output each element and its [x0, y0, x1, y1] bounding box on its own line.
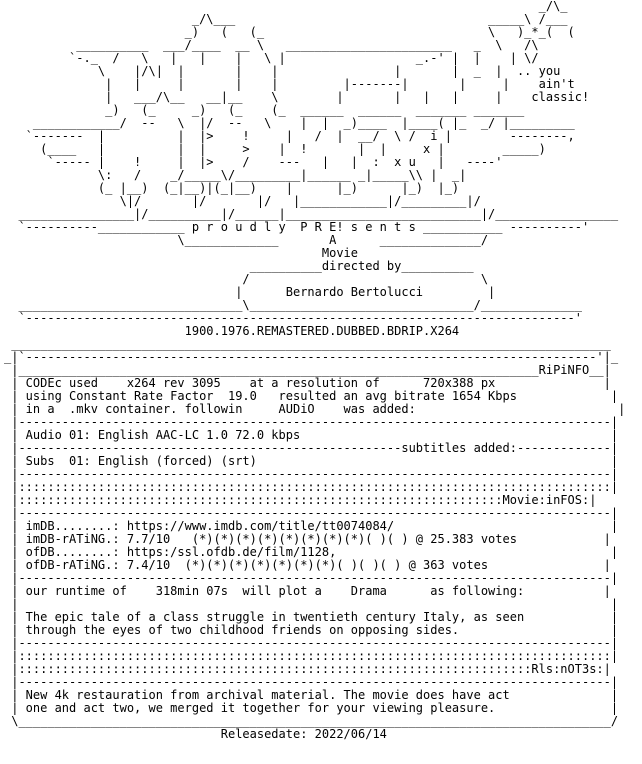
nfo-line: |----------------------------------------------------------------------------------| [4, 415, 619, 429]
nfo-line: |:::::::::::::::::::::::::::::::::::::::::::::::::::::::::::::::::::Movie:inFOS:| [4, 493, 597, 507]
nfo-line: | The epic tale of a class struggle in twentieth century Italy, as seen | [4, 610, 619, 624]
nfo-line: `----------------------------------------------------------------------------' [4, 311, 582, 325]
nfo-line: `-._ / \ | | | \ | _.-' | | | \/ [4, 51, 554, 65]
nfo-line: |----------------------------------------------------------------------------------| [4, 571, 619, 585]
nfo-line: | Audio 01: English AAC-LC 1.0 72.0 kbps | [4, 428, 619, 442]
nfo-line: |:::::::::::::::::::::::::::::::::::::::::::::::::::::::::::::::::::::::Rls:nOT3s:| [4, 662, 611, 676]
nfo-line: __________ ___/____ __ \ _______________________ _ \ /\ [4, 38, 546, 52]
nfo-line: | using Constant Rate Factor 19.0 resulted an avg bitrate 1654 Kbps | [4, 389, 619, 403]
nfo-line: _) (_ _) (_ (_ ______ ______ _______ _______ [4, 103, 525, 117]
nfo-line: | ofDB-rATiNG.: 7.4/10 (*)(*)(*)(*)(*)(*)(*)( )( )( ) @ 363 votes | [4, 558, 611, 572]
nfo-line: | through the eyes of two childhood friends on opposing sides. | [4, 623, 619, 637]
nfo-line: (_ |__) (_|__)|(_|__) | |_) |_) |_) [4, 181, 460, 195]
nfo-line: | imDB........: https://www.imdb.com/title/tt0074084/ | [4, 519, 619, 533]
nfo-line: `----- | ! | |> / --- | | : x u | ----' [4, 155, 503, 169]
nfo-line: | ___/\__ __|__ \ | | | | | classic! [4, 90, 590, 104]
nfo-line: | Bernardo Bertolucci | [4, 285, 496, 299]
nfo-line: | CODEc used x264 rev 3095 at a resolution of 720x388 px | [4, 376, 611, 390]
nfo-line: |-----------------------------------------------------subtitles added:-------------| [4, 441, 619, 455]
nfo-line: 1900.1976.REMASTERED.DUBBED.BDRIP.X264 [4, 324, 460, 338]
nfo-line: |::::::::::::::::::::::::::::::::::::::::::::::::::::::::::::::::::::::::::::::::::| [4, 480, 619, 494]
nfo-line: \__________________________________________________________________________________/ [4, 714, 619, 728]
nfo-line: | Subs 01: English (forced) (srt) | [4, 454, 619, 468]
nfo-line: ___________________________________________________________________________________ [4, 337, 611, 351]
nfo-line: |----------------------------------------------------------------------------------| [4, 506, 619, 520]
nfo-line: |::::::::::::::::::::::::::::::::::::::::::::::::::::::::::::::::::::::::::::::::::| [4, 649, 619, 663]
nfo-line: | New 4k restauration from archival material. The movie does have act | [4, 688, 619, 702]
nfo-line: ____________/ -- \ |/ -- \ | | _)____ |____( |_ _/ |_________ [4, 116, 575, 130]
nfo-line: `----------____________ p r o u d l y P R E! s e n t s ___________ ----------' [4, 220, 590, 234]
nfo-line: _______________________________\_______________________________/______________ [4, 298, 582, 312]
nfo-line: / \ [4, 272, 489, 286]
nfo-line: ________________|/__________|/______|___________________________|/_________________ [4, 207, 619, 221]
nfo-line: Movie [4, 246, 359, 260]
nfo-line: __________directed by__________ [4, 259, 474, 273]
nfo-line: | | | | | |-------| | | ain't [4, 77, 575, 91]
nfo-line: | | [4, 597, 619, 611]
nfo-line: | our runtime of 318min 07s will plot a Drama as following: | [4, 584, 611, 598]
nfo-line: | one and act two, we merged it together for your viewing pleasure. | [4, 701, 619, 715]
nfo-line: _|`-------------------------------------------------------------------------------'|_ [4, 350, 619, 364]
nfo-line: |----------------------------------------------------------------------------------| [4, 636, 619, 650]
nfo-line: _/\_ [4, 0, 568, 13]
nfo-line: |----------------------------------------------------------------------------------| [4, 675, 619, 689]
nfo-line: (____ | | | > | ! | | x | _____) [4, 142, 546, 156]
nfo-line: _) ( (_ \ )_*_( ( [4, 25, 575, 39]
nfo-line: Releasedate: 2022/06/14 [4, 727, 387, 741]
nfo-line: \ |/\| | | | | | _ | .. you [4, 64, 561, 78]
nfo-line: `------- | | |> ! | / | __/ \ / i | --------, [4, 129, 575, 143]
nfo-line: _/\___ _____\ /___ [4, 12, 568, 26]
nfo-line: |----------------------------------------------------------------------------------| [4, 467, 619, 481]
nfo-line: | in a .mkv container. followin AUDiO was added: | [4, 402, 626, 416]
nfo-line: \: / _/_____\/_________|______ _|_____\\ | _| [4, 168, 467, 182]
nfo-line: | imDB-rATiNG.: 7.7/10 (*)(*)(*)(*)(*)(*)(*)(*)( )( ) @ 25.383 votes | [4, 532, 611, 546]
nfo-line: |________________________________________________________________________RiPiNFO__| [4, 363, 611, 377]
nfo-line: \|/ |/ |/ |____________|/_________|/ [4, 194, 496, 208]
nfo-line: | ofDB........: https:/ssl.ofdb.de/film/1128, | [4, 545, 619, 559]
nfo-line: \_____________ A ______________/ [4, 233, 489, 247]
